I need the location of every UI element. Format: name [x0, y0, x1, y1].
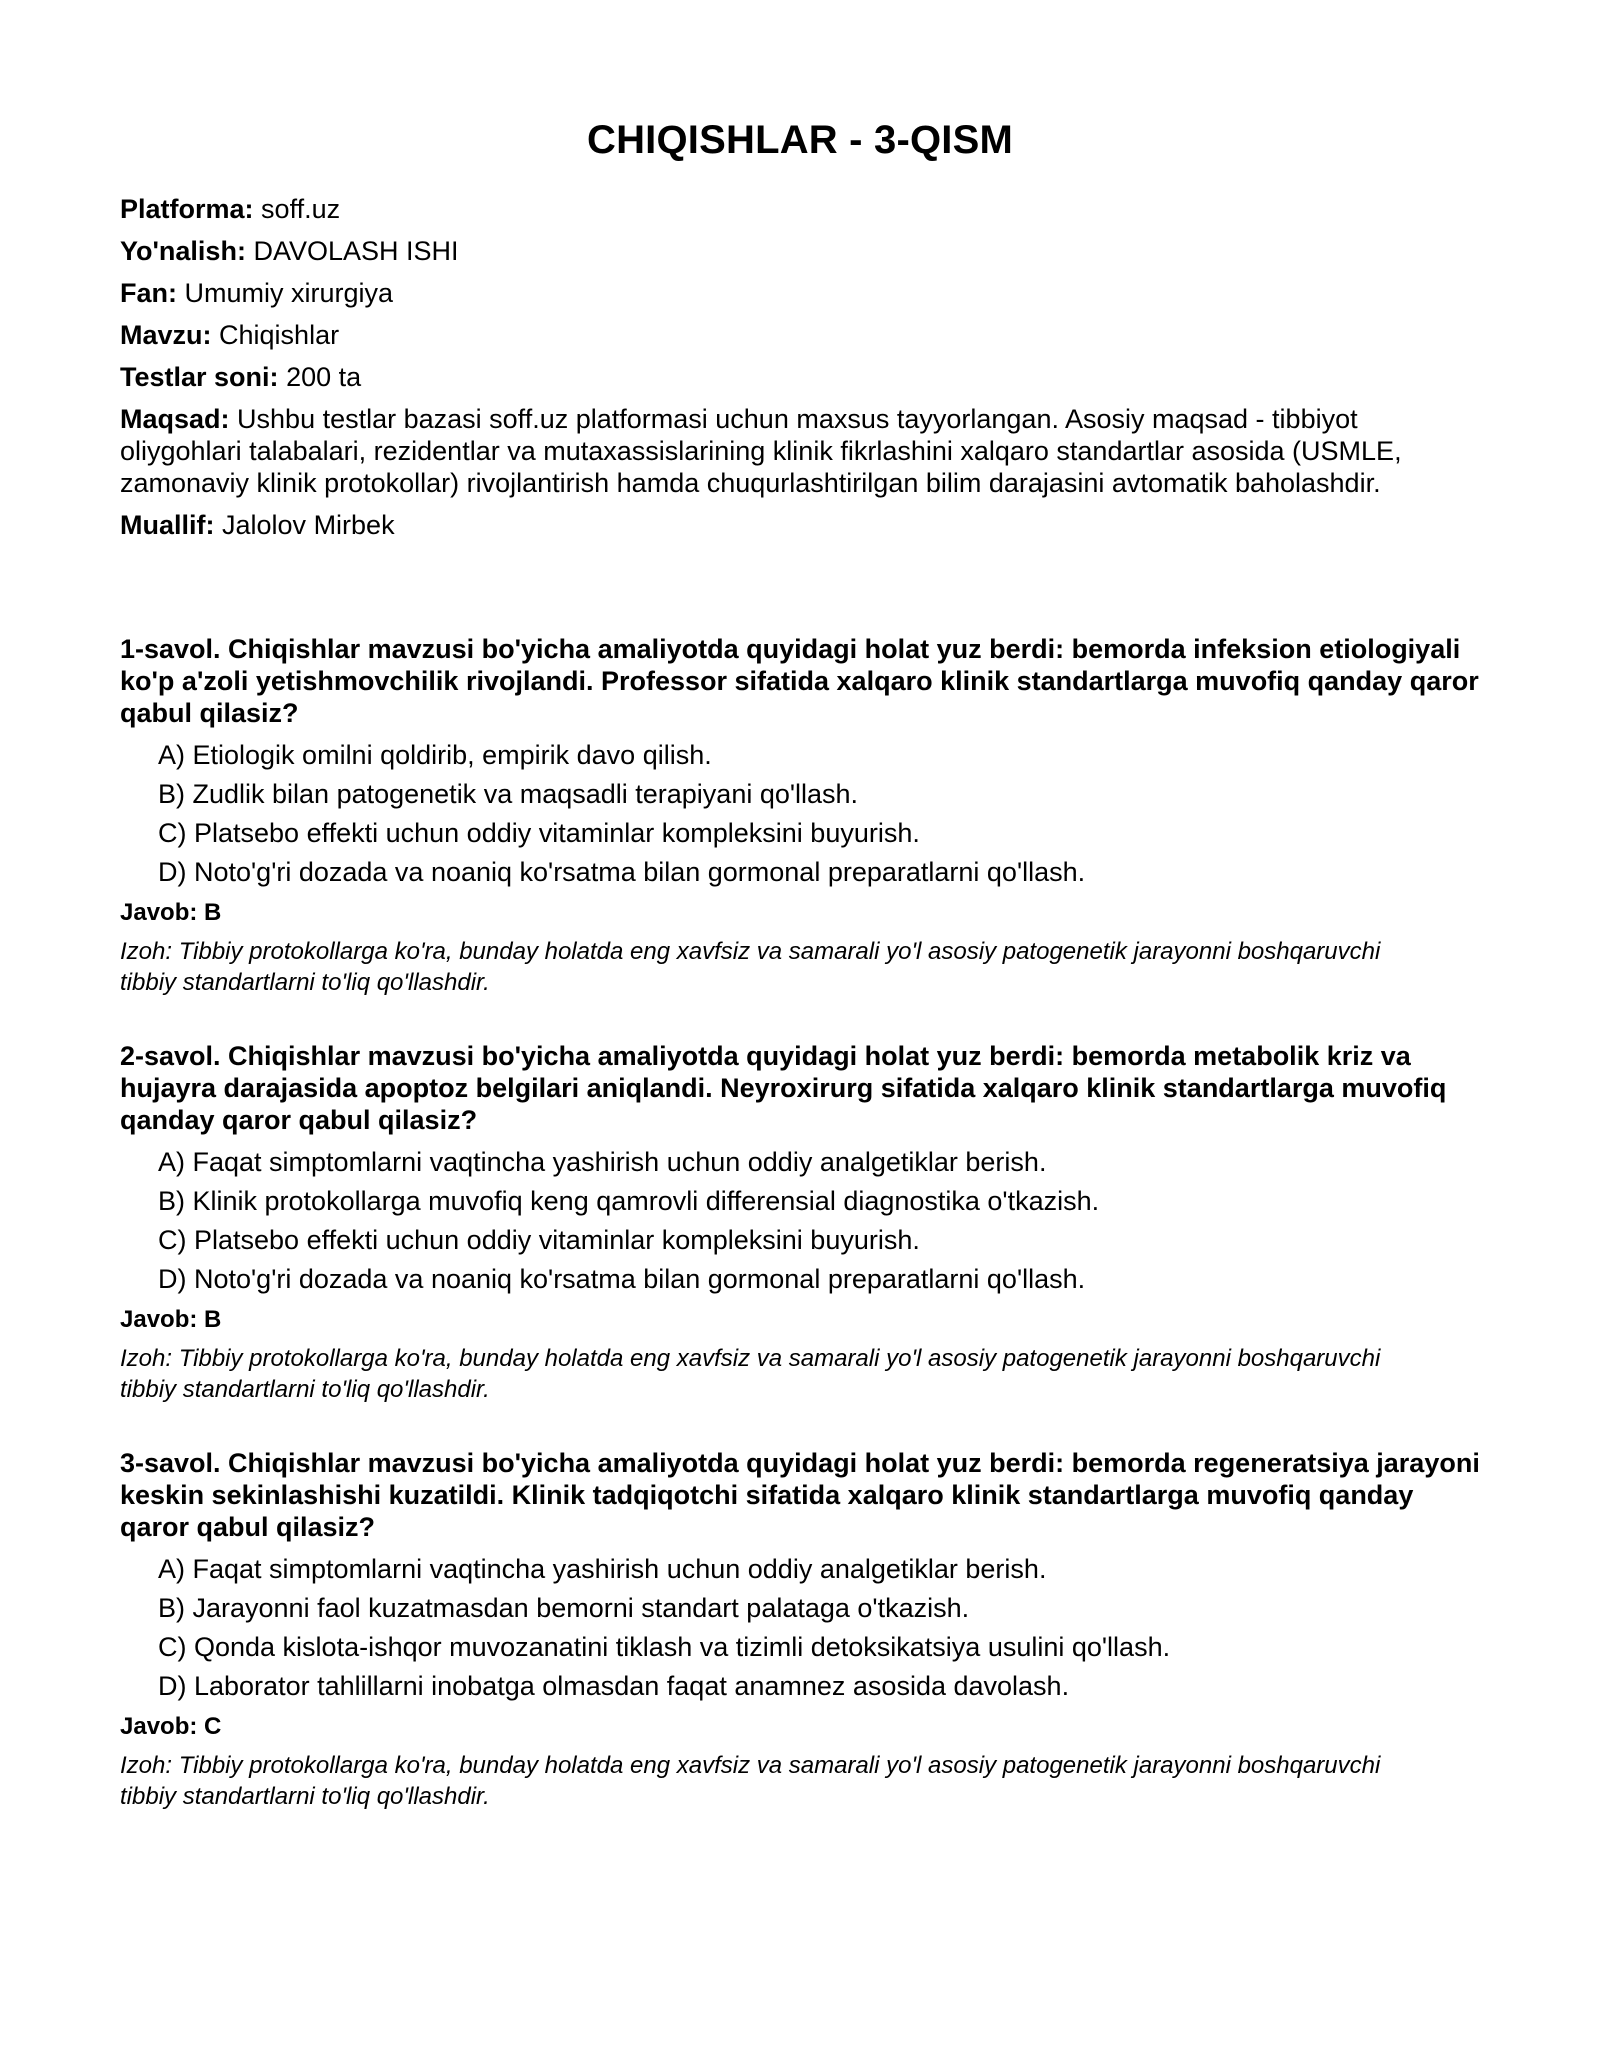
meta-subject	[120, 277, 1480, 309]
meta-direction-label: Yo'nalish:	[120, 236, 246, 266]
meta-subject-value: Umumiy xirurgiya	[184, 278, 394, 308]
meta-topic-value: Chiqishlar	[219, 320, 340, 350]
option-list	[120, 1146, 1480, 1295]
meta-count-value: 200 ta	[286, 362, 362, 392]
option-d: D) Noto'g'ri dozada va noaniq ko'rsatma bilan gormonal preparatlarni qo'llash.	[158, 1264, 1086, 1294]
answer: Javob: B	[120, 1306, 222, 1333]
option-d: D) Laborator tahlillarni inobatga olmasdan faqat anamnez asosida davolash.	[158, 1671, 1070, 1701]
option-a: A) Etiologik omilni qoldirib, empirik davo qilish.	[158, 740, 712, 770]
option-b: B) Klinik protokollarga muvofiq keng qamrovli differensial diagnostika o'tkazish.	[158, 1186, 1100, 1216]
meta-purpose	[120, 403, 1480, 499]
option-list	[120, 739, 1480, 888]
meta-subject-label: Fan:	[120, 278, 177, 308]
meta-author	[120, 509, 1480, 541]
meta-author-label: Muallif:	[120, 510, 215, 540]
question-text: 3-savol. Chiqishlar mavzusi bo'yicha amaliyotda quyidagi holat yuz berdi: bemorda regeneratsiya jarayoni keskin sekinlashishi kuzatildi. Klinik tadqiqotchi sifatida xalqaro klinik standartlarga muvofiq qanday qaror qabul qilasiz?	[120, 1448, 1480, 1542]
meta-topic-label: Mavzu:	[120, 320, 212, 350]
answer: Javob: C	[120, 1713, 222, 1740]
question-text: 2-savol. Chiqishlar mavzusi bo'yicha amaliyotda quyidagi holat yuz berdi: bemorda metabolik kriz va hujayra darajasida apoptoz belgilari aniqlandi. Neyroxirurg sifatida xalqaro klinik standartlarga muvofiq qanday qaror qabul qilasiz?	[120, 1041, 1447, 1135]
option-list	[120, 1553, 1480, 1702]
option-a: A) Faqat simptomlarni vaqtincha yashirish uchun oddiy analgetiklar berish.	[158, 1147, 1047, 1177]
explanation: Izoh: Tibbiy protokollarga ko'ra, bunday holatda eng xavfsiz va samarali yo'l asosiy patogenetik jarayonni boshqaruvchi tibbiy standartlarni to'liq qo'llashdir.	[120, 938, 1381, 996]
page-title: CHIQISHLAR - 3-QISM	[586, 118, 1014, 162]
meta-count-label: Testlar soni:	[120, 362, 279, 392]
question-1	[120, 633, 1480, 998]
meta-platform	[120, 193, 1480, 225]
meta-block	[120, 193, 1480, 541]
option-d: D) Noto'g'ri dozada va noaniq ko'rsatma bilan gormonal preparatlarni qo'llash.	[158, 857, 1086, 887]
option-c: C) Platsebo effekti uchun oddiy vitaminlar kompleksini buyurish.	[158, 1225, 920, 1255]
option-b: B) Zudlik bilan patogenetik va maqsadli terapiyani qo'llash.	[158, 779, 859, 809]
answer: Javob: B	[120, 899, 222, 926]
meta-author-value: Jalolov Mirbek	[222, 510, 395, 540]
meta-platform-value: soff.uz	[261, 194, 341, 224]
meta-purpose-value: Ushbu testlar bazasi soff.uz platformasi uchun maxsus tayyorlangan. Asosiy maqsad - tibbiyot oliygohlari talabalari, rezidentlar va mutaxassislarining klinik fikrlashini xalqaro standartlar asosida (USMLE, zamonaviy klinik protokollar) rivojlantirish hamda chuqurlashtirilgan bilim darajasini avtomatik baholashdir.	[120, 404, 1402, 498]
question-2	[120, 1040, 1480, 1405]
meta-purpose-label: Maqsad:	[120, 404, 230, 434]
question-text: 1-savol. Chiqishlar mavzusi bo'yicha amaliyotda quyidagi holat yuz berdi: bemorda infeksion etiologiyali ko'p a'zoli yetishmovchilik rivojlandi. Professor sifatida xalqaro klinik standartlarga muvofiq qanday qaror qabul qilasiz?	[120, 634, 1479, 728]
option-b: B) Jarayonni faol kuzatmasdan bemorni standart palataga o'tkazish.	[158, 1593, 970, 1623]
option-c: C) Platsebo effekti uchun oddiy vitaminlar kompleksini buyurish.	[158, 818, 920, 848]
option-a: A) Faqat simptomlarni vaqtincha yashirish uchun oddiy analgetiklar berish.	[158, 1554, 1047, 1584]
meta-platform-label: Platforma:	[120, 194, 254, 224]
meta-direction	[120, 235, 1480, 267]
option-c: C) Qonda kislota-ishqor muvozanatini tiklash va tizimli detoksikatsiya usulini qo'llash.	[158, 1632, 1171, 1662]
explanation: Izoh: Tibbiy protokollarga ko'ra, bunday holatda eng xavfsiz va samarali yo'l asosiy patogenetik jarayonni boshqaruvchi tibbiy standartlarni to'liq qo'llashdir.	[120, 1345, 1381, 1403]
explanation: Izoh: Tibbiy protokollarga ko'ra, bunday holatda eng xavfsiz va samarali yo'l asosiy patogenetik jarayonni boshqaruvchi tibbiy standartlarni to'liq qo'llashdir.	[120, 1752, 1381, 1810]
meta-direction-value: DAVOLASH ISHI	[253, 236, 459, 266]
question-3	[120, 1447, 1480, 1812]
meta-count	[120, 361, 1480, 393]
meta-topic	[120, 319, 1480, 351]
